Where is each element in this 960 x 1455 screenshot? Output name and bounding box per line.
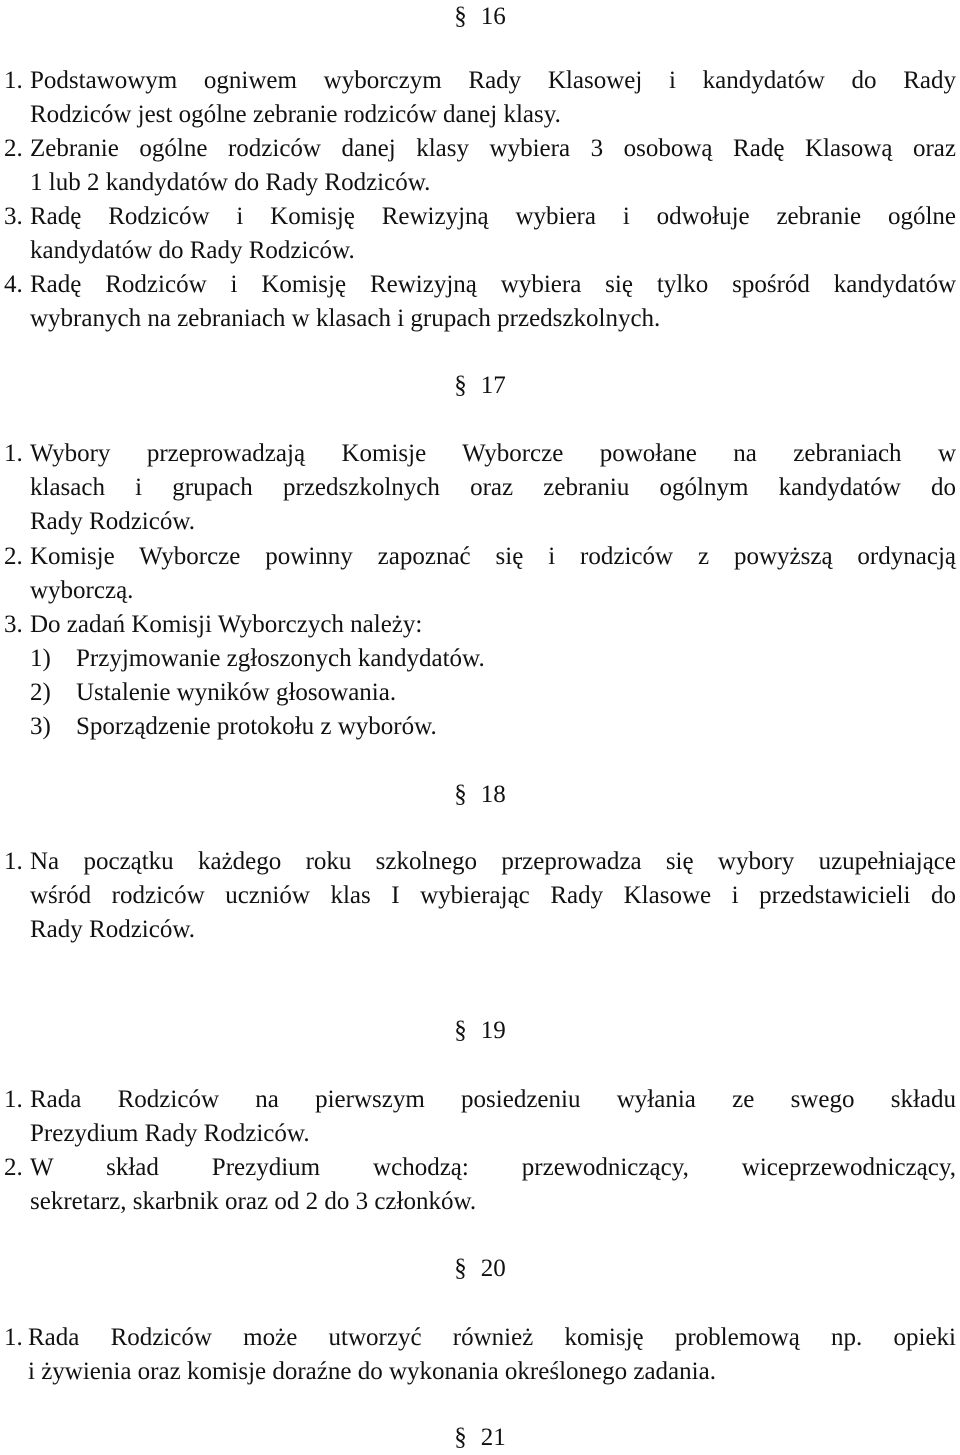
list-item-number: 2) <box>30 679 51 706</box>
paragraph-line: wyborczą. <box>30 577 134 604</box>
paragraph-line: Rady Rodziców. <box>30 508 196 535</box>
list-item: Przyjmowanie zgłoszonych kandydatów. <box>76 645 485 672</box>
paragraph-number: 3. <box>4 611 23 638</box>
paragraph-line: Rady Rodziców. <box>30 916 196 943</box>
paragraph-number: 4. <box>4 271 23 298</box>
paragraph-line: Prezydium Rady Rodziców. <box>30 1120 310 1147</box>
list-item: Sporządzenie protokołu z wyborów. <box>76 713 437 740</box>
paragraph-line: Rodziców jest ogólne zebranie rodziców danej klasy. <box>30 101 561 128</box>
paragraph-line: Radę Rodziców i Komisję Rewizyjną wybiera i odwołuje zebranie ogólne <box>30 203 956 230</box>
paragraph-line: Rada Rodziców może utworzyć również komisję problemową np. opieki <box>28 1324 956 1351</box>
paragraph-line: Do zadań Komisji Wyborczych należy: <box>30 611 423 638</box>
section-heading-21 <box>0 1421 960 1455</box>
paragraph-line: Zebranie ogólne rodziców danej klasy wybiera 3 osobową Radę Klasową oraz <box>30 135 956 162</box>
section-symbol: § <box>454 781 467 808</box>
paragraph-number: 1. <box>4 1086 23 1113</box>
list-item-number: 1) <box>30 645 51 672</box>
paragraph-line: Wybory przeprowadzają Komisje Wyborcze powołane na zebraniach w <box>30 440 956 467</box>
paragraph-line: wśród rodziców uczniów klas I wybierając Rady Klasowe i przedstawicieli do <box>30 882 956 909</box>
paragraph-number: 2. <box>4 135 23 162</box>
paragraph-number: 2. <box>4 1154 23 1181</box>
section-number: 16 <box>480 3 506 30</box>
paragraph-line: Komisje Wyborcze powinny zapoznać się i rodziców z powyższą ordynacją <box>30 543 956 570</box>
paragraph-line: Podstawowym ogniwem wyborczym Rady Klasowej i kandydatów do Rady <box>30 67 956 94</box>
paragraph-line: Radę Rodziców i Komisję Rewizyjną wybiera się tylko spośród kandydatów <box>30 271 956 298</box>
section-number: 19 <box>480 1017 506 1044</box>
section-heading-17 <box>0 369 960 403</box>
paragraph-line: wybranych na zebraniach w klasach i grupach przedszkolnych. <box>30 305 661 332</box>
section-heading-19 <box>0 1014 960 1048</box>
section-heading-18 <box>0 778 960 812</box>
section-heading-20 <box>0 1252 960 1286</box>
section-number: 17 <box>480 372 506 399</box>
paragraph-line: i żywienia oraz komisje doraźne do wykonania określonego zadania. <box>28 1358 716 1385</box>
paragraph-line: sekretarz, skarbnik oraz od 2 do 3 członków. <box>30 1188 477 1215</box>
paragraph-line: 1 lub 2 kandydatów do Rady Rodziców. <box>30 169 431 196</box>
paragraph-number: 3. <box>4 203 23 230</box>
section-symbol: § <box>454 1255 467 1282</box>
paragraph-number: 2. <box>4 543 23 570</box>
paragraph-line: W skład Prezydium wchodzą: przewodniczący, wiceprzewodniczący, <box>30 1154 956 1181</box>
section-symbol: § <box>454 1424 467 1451</box>
section-number: 18 <box>480 781 506 808</box>
section-symbol: § <box>454 372 467 399</box>
paragraph-number: 1. <box>4 67 23 94</box>
paragraph-line: Rada Rodziców na pierwszym posiedzeniu wyłania ze swego składu <box>30 1086 956 1113</box>
section-number: 21 <box>480 1424 506 1451</box>
paragraph-line: klasach i grupach przedszkolnych oraz zebraniu ogólnym kandydatów do <box>30 474 956 501</box>
list-item-number: 3) <box>30 713 51 740</box>
paragraph-number: 1. <box>4 1324 23 1351</box>
section-heading-16 <box>0 0 960 34</box>
paragraph-number: 1. <box>4 440 23 467</box>
section-number: 20 <box>480 1255 506 1282</box>
list-item: Ustalenie wyników głosowania. <box>76 679 397 706</box>
paragraph-line: kandydatów do Rady Rodziców. <box>30 237 355 264</box>
paragraph-number: 1. <box>4 848 23 875</box>
section-symbol: § <box>454 1017 467 1044</box>
paragraph-line: Na początku każdego roku szkolnego przeprowadza się wybory uzupełniające <box>30 848 956 875</box>
section-symbol: § <box>454 3 467 30</box>
